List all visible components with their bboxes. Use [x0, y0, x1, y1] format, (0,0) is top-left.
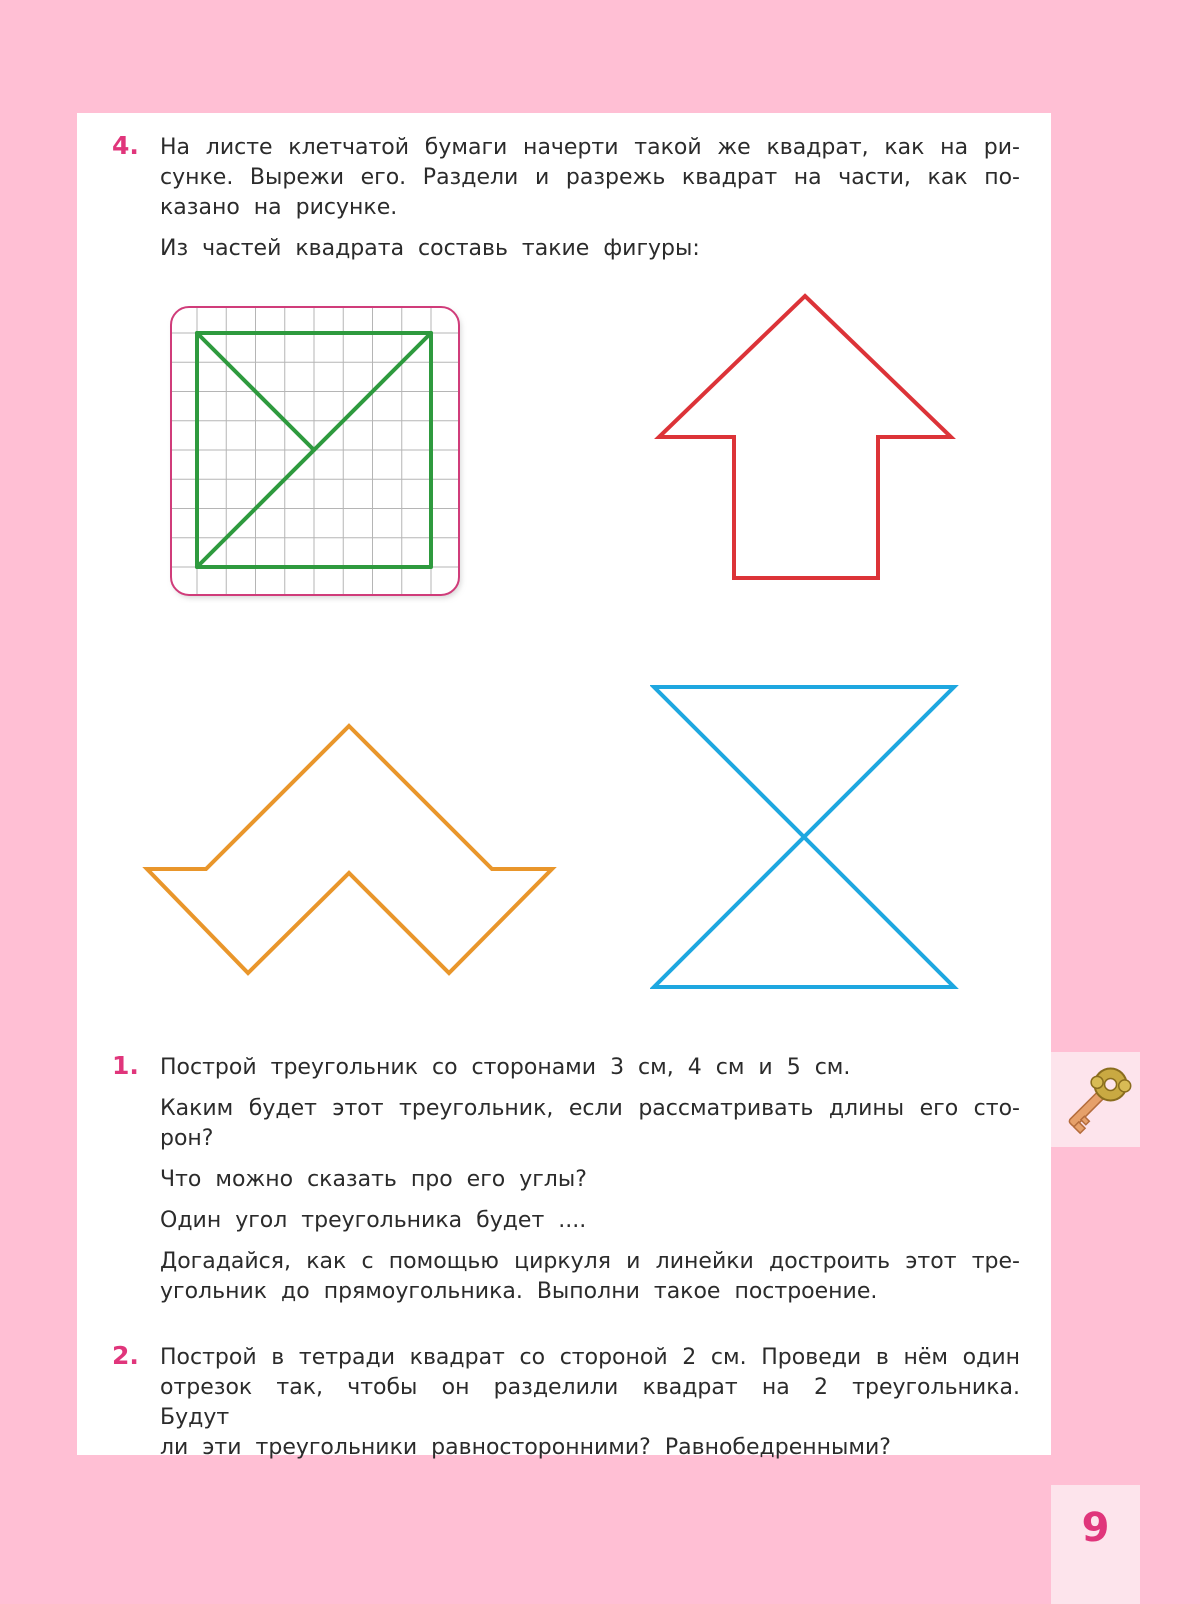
side-tab — [1051, 1052, 1140, 1147]
task-1-number: 1. — [112, 1051, 139, 1080]
blue-hourglass-figure — [650, 683, 960, 993]
task-2 — [112, 1341, 1020, 1474]
task-4-line-3: казано на рисунке. — [160, 195, 398, 220]
orange-chevron-figure — [142, 723, 562, 998]
task-4-number: 4. — [112, 131, 139, 160]
task-1-line-2: Каким будет этот треугольник, если рассматривать длины его сто- — [160, 1096, 1020, 1121]
task-1-line-3: рон? — [160, 1126, 214, 1151]
task-2-line-2: отрезок так, чтобы он разделили квадрат на 2 треугольника. Будут — [160, 1375, 1020, 1430]
task-1-line-4: Что можно сказать про его углы? — [160, 1167, 587, 1192]
task-4-line-1: На листе клетчатой бумаги начерти такой же квадрат, как на ри- — [160, 135, 1020, 160]
page-number: 9 — [1081, 1505, 1110, 1551]
task-1-line-1: Построй треугольник со сторонами 3 см, 4 см и 5 см. — [160, 1055, 851, 1080]
task-2-line-3: ли эти треугольники равносторонними? Равнобедренными? — [160, 1435, 891, 1460]
task-4 — [112, 131, 1020, 275]
task-4-line-4: Из частей квадрата составь такие фигуры: — [160, 236, 700, 261]
task-1-line-7: угольник до прямоугольника. Выполни такое построение. — [160, 1279, 878, 1304]
red-arrow-shape — [659, 296, 951, 578]
blue-hourglass-shape — [654, 687, 954, 987]
page-number-box — [1051, 1485, 1140, 1604]
orange-chevron-shape — [147, 726, 552, 973]
key-icon — [1051, 1052, 1140, 1147]
grid-square-figure — [167, 303, 467, 603]
task-2-line-1: Построй в тетради квадрат со стороной 2 см. Проведи в нём один — [160, 1345, 1020, 1370]
task-4-line-2: сунке. Вырежи его. Раздели и разрежь квадрат на части, как по- — [160, 165, 1020, 190]
task-1-line-5: Один угол треугольника будет .... — [160, 1208, 587, 1233]
textbook-page — [77, 113, 1051, 1460]
red-arrow-figure — [652, 293, 962, 593]
task-2-number: 2. — [112, 1341, 139, 1370]
task-1-line-6: Догадайся, как с помощью циркуля и линейки достроить этот тре- — [160, 1249, 1020, 1274]
task-1 — [112, 1051, 1020, 1318]
